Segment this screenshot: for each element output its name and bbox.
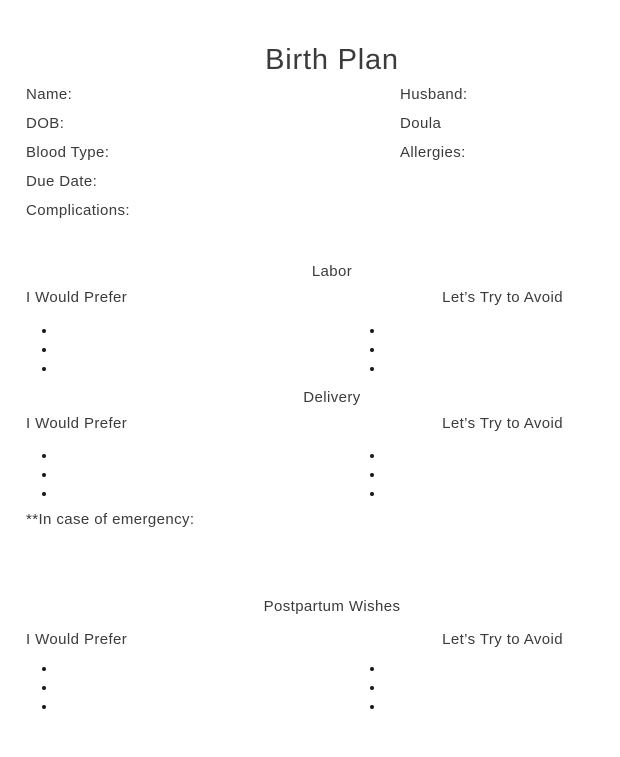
info-field-row: [26, 109, 206, 138]
avoid-bullet-list: [354, 321, 514, 378]
field-value-blank[interactable]: [70, 109, 140, 138]
bullet-text-blank[interactable]: [384, 659, 514, 678]
bullet-item: [354, 659, 514, 678]
field-value-blank[interactable]: [136, 196, 206, 225]
prefer-bullet-list: [26, 659, 186, 716]
section-heading-delivery: Delivery: [303, 389, 361, 406]
bullet-text-blank[interactable]: [384, 321, 514, 340]
bullet-item: [354, 321, 514, 340]
bullet-icon: [42, 454, 46, 458]
bullet-icon: [370, 492, 374, 496]
bullet-item: [26, 446, 186, 465]
section-heading-postpartum: Postpartum Wishes: [263, 598, 401, 615]
section-heading-labor: Labor: [311, 263, 353, 280]
bullet-icon: [42, 367, 46, 371]
bullet-text-blank[interactable]: [384, 678, 514, 697]
bullet-item: [354, 697, 514, 716]
field-value-blank[interactable]: [472, 138, 542, 167]
bullet-item: [26, 340, 186, 359]
field-label: DOB:: [26, 115, 65, 132]
bullet-icon: [370, 473, 374, 477]
field-value-blank[interactable]: [447, 109, 517, 138]
bullet-text-blank[interactable]: [384, 359, 514, 378]
bullet-item: [26, 659, 186, 678]
prefer-column-label: I Would Prefer: [26, 415, 128, 432]
field-label: Blood Type:: [26, 144, 110, 161]
bullet-item: [26, 321, 186, 340]
field-value-blank[interactable]: [103, 167, 173, 196]
bullet-item: [354, 446, 514, 465]
emergency-note: **In case of emergency:: [26, 511, 195, 528]
bullet-icon: [370, 367, 374, 371]
avoid-column-label: Let’s Try to Avoid: [442, 631, 563, 648]
field-value-blank[interactable]: [115, 138, 185, 167]
field-label: Name:: [26, 86, 73, 103]
prefer-bullet-list: [26, 321, 186, 378]
prefer-column-label: I Would Prefer: [26, 631, 128, 648]
bullet-item: [354, 465, 514, 484]
bullet-item: [354, 359, 514, 378]
bullet-text-blank[interactable]: [384, 340, 514, 359]
field-label: Allergies:: [400, 144, 466, 161]
avoid-column-label: Let’s Try to Avoid: [442, 415, 563, 432]
info-field-row: [26, 80, 206, 109]
bullet-text-blank[interactable]: [56, 321, 186, 340]
info-field-row: [26, 167, 206, 196]
field-label: Doula: [400, 115, 442, 132]
bullet-icon: [42, 348, 46, 352]
bullet-icon: [370, 329, 374, 333]
field-value-blank[interactable]: [473, 80, 543, 109]
info-fields-left-column: [26, 80, 206, 225]
bullet-text-blank[interactable]: [384, 446, 514, 465]
field-value-blank[interactable]: [78, 80, 148, 109]
bullet-item: [354, 484, 514, 503]
info-field-row: [400, 80, 543, 109]
avoid-bullet-list: [354, 446, 514, 503]
bullet-icon: [370, 454, 374, 458]
bullet-icon: [42, 473, 46, 477]
bullet-icon: [370, 667, 374, 671]
info-field-row: [400, 138, 543, 167]
bullet-text-blank[interactable]: [56, 446, 186, 465]
page-title: Birth Plan: [265, 44, 399, 77]
bullet-text-blank[interactable]: [384, 484, 514, 503]
info-fields-right-column: [400, 80, 543, 167]
info-field-row: [26, 196, 206, 225]
prefer-bullet-list: [26, 446, 186, 503]
bullet-item: [26, 465, 186, 484]
bullet-item: [354, 340, 514, 359]
bullet-text-blank[interactable]: [384, 697, 514, 716]
bullet-text-blank[interactable]: [56, 359, 186, 378]
bullet-item: [26, 678, 186, 697]
bullet-item: [26, 359, 186, 378]
bullet-icon: [42, 686, 46, 690]
bullet-icon: [42, 492, 46, 496]
bullet-icon: [42, 329, 46, 333]
bullet-text-blank[interactable]: [56, 678, 186, 697]
info-field-row: [400, 109, 543, 138]
bullet-text-blank[interactable]: [56, 484, 186, 503]
field-label: Husband:: [400, 86, 468, 103]
prefer-column-label: I Would Prefer: [26, 289, 128, 306]
bullet-text-blank[interactable]: [384, 465, 514, 484]
bullet-icon: [370, 705, 374, 709]
bullet-icon: [42, 705, 46, 709]
field-label: Complications:: [26, 202, 130, 219]
bullet-text-blank[interactable]: [56, 697, 186, 716]
avoid-bullet-list: [354, 659, 514, 716]
bullet-text-blank[interactable]: [56, 340, 186, 359]
bullet-text-blank[interactable]: [56, 465, 186, 484]
field-label: Due Date:: [26, 173, 98, 190]
info-field-row: [26, 138, 206, 167]
bullet-item: [26, 697, 186, 716]
avoid-column-label: Let’s Try to Avoid: [442, 289, 563, 306]
bullet-item: [354, 678, 514, 697]
bullet-item: [26, 484, 186, 503]
bullet-icon: [370, 348, 374, 352]
bullet-icon: [42, 667, 46, 671]
bullet-text-blank[interactable]: [56, 659, 186, 678]
bullet-icon: [370, 686, 374, 690]
